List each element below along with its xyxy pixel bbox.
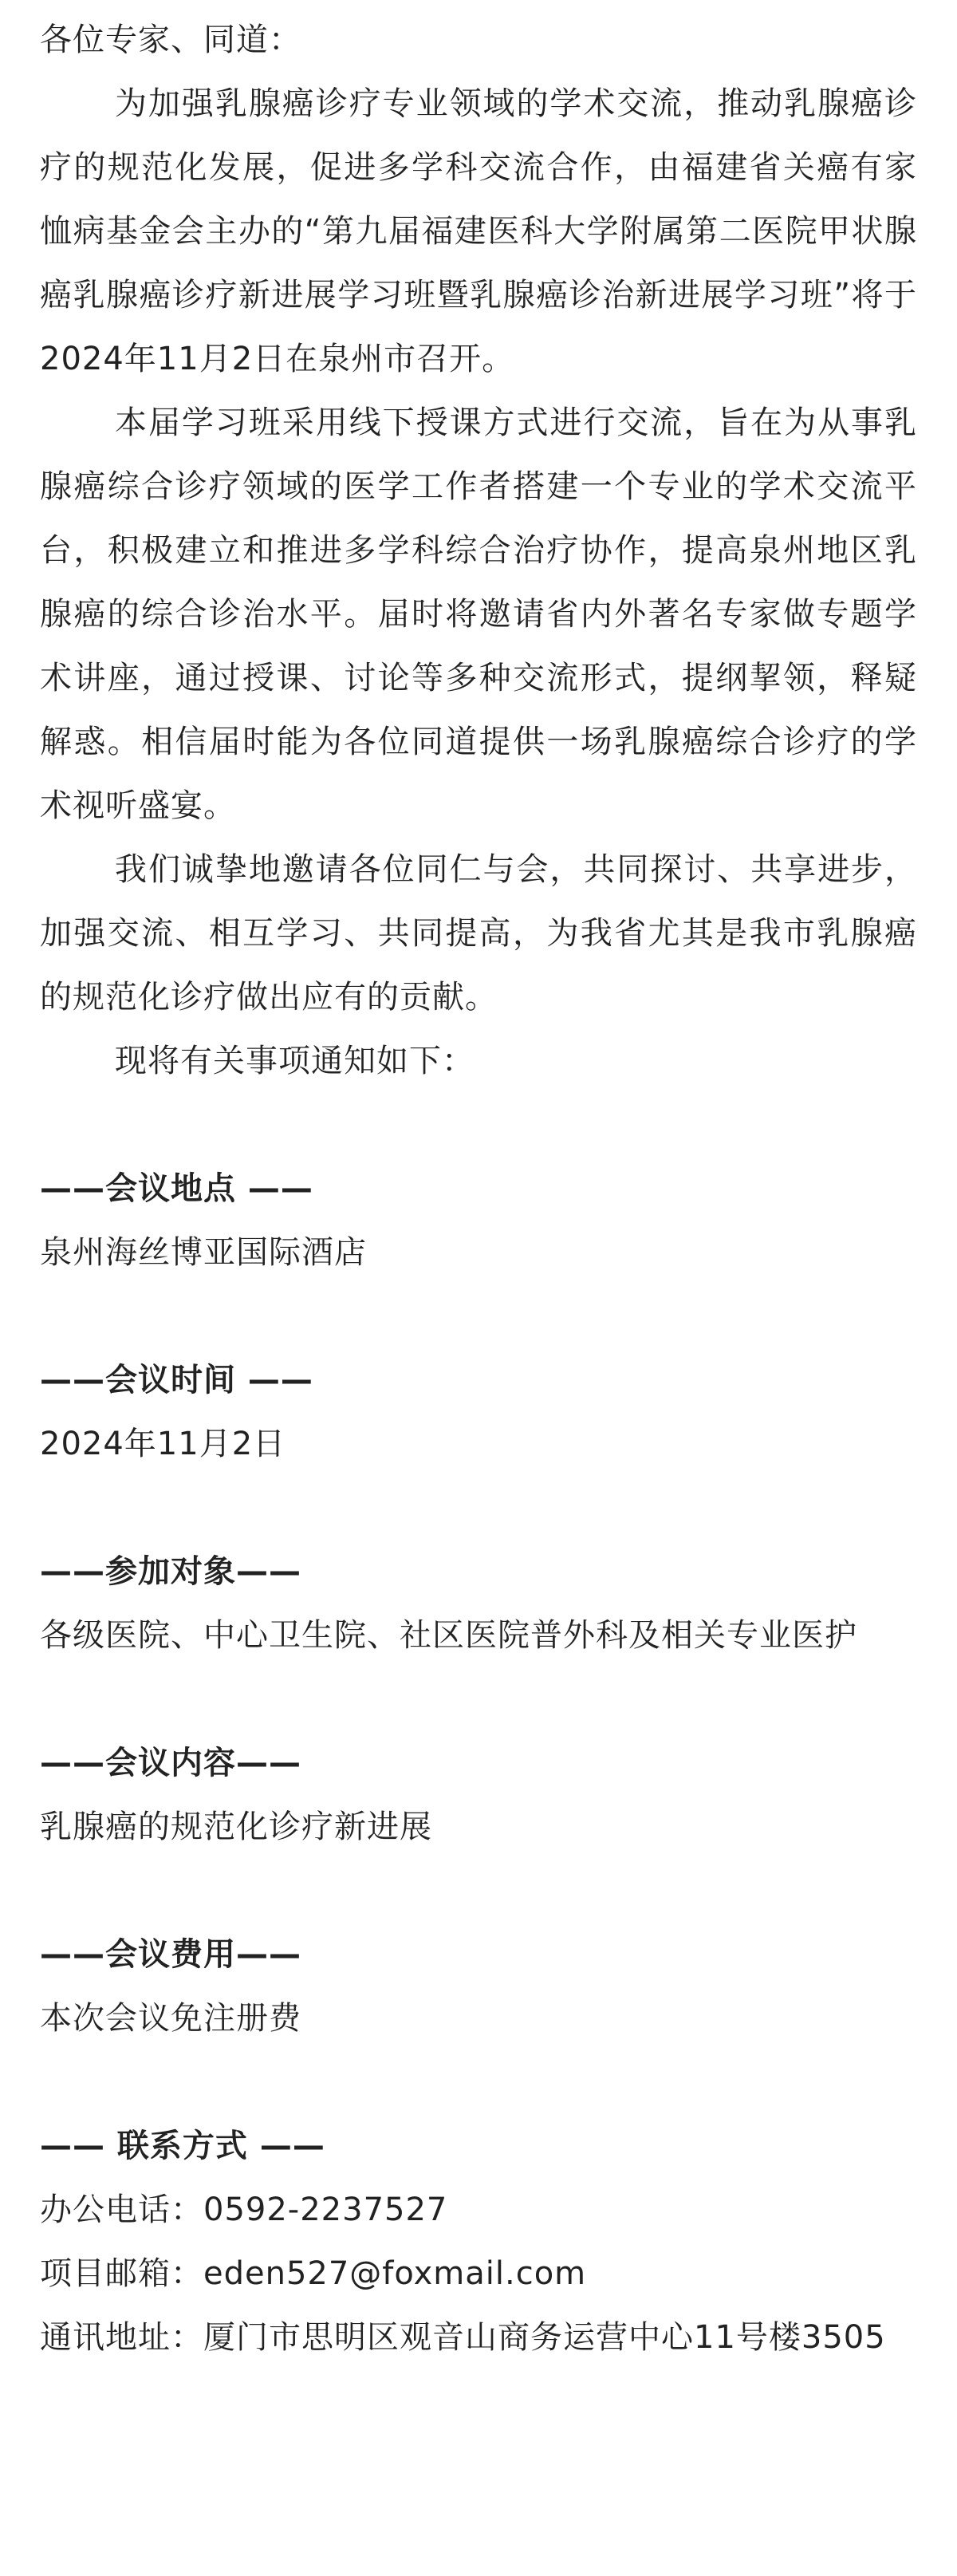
content-value: 乳腺癌的规范化诊疗新进展 — [40, 1809, 432, 1845]
location-heading: ——会议地点 —— — [40, 1170, 313, 1207]
greeting: 各位专家、同道： — [40, 22, 301, 58]
contact-phone: 办公电话：0592-2237527 — [40, 2191, 448, 2228]
purpose-paragraph: 本届学习班采用线下授课方式进行交流，旨在为从事乳腺癌综合诊疗领域的医学工作者搭建一个专业的学术交流平台，积极建立和推进多学科综合治疗协作，提高泉州地区乳腺癌的综合诊治水平。届时将邀请省内外著名专家做专题学术讲座，通过授课、讨论等多种交流形式，提纲挈领，释疑解惑。相信届时能为各位同道提供一场乳腺癌综合诊疗的学术视听盛宴。 — [40, 404, 917, 824]
fee-heading: ——会议费用—— — [40, 1936, 301, 1973]
spacer — [40, 1093, 917, 1157]
contact-address: 通讯地址：厦门市思明区观音山商务运营中心11号楼3505 — [40, 2319, 886, 2356]
spacer — [40, 1859, 917, 1923]
section-location — [40, 1157, 917, 1284]
section-time — [40, 1348, 917, 1476]
invitation-document — [40, 8, 917, 2369]
fee-value: 本次会议免注册费 — [40, 2000, 301, 2037]
content-heading: ——会议内容—— — [40, 1745, 301, 1781]
section-contact — [40, 2114, 917, 2369]
spacer — [40, 1476, 917, 1540]
invitation-paragraph: 我们诚挚地邀请各位同仁与会，共同探讨、共享进步，加强交流、相互学习、共同提高，为我省尤其是我市乳腺癌的规范化诊疗做出应有的贡献。 — [40, 851, 917, 1016]
section-content — [40, 1731, 917, 1859]
time-heading: ——会议时间 —— — [40, 1362, 313, 1398]
intro-paragraph: 为加强乳腺癌诊疗专业领域的学术交流，推动乳腺癌诊疗的规范化发展，促进多学科交流合作，由福建省关癌有家恤病基金会主办的“第九届福建医科大学附属第二医院甲状腺癌乳腺癌诊疗新进展学习班暨乳腺癌诊治新进展学习班”将于2024年11月2日在泉州市召开。 — [40, 85, 917, 377]
notice-intro: 现将有关事项通知如下： — [115, 1043, 475, 1079]
spacer — [40, 2050, 917, 2114]
contact-email: 项目邮箱：eden527@foxmail.com — [40, 2255, 587, 2292]
spacer — [40, 1284, 917, 1348]
section-fee — [40, 1923, 917, 2050]
section-audience — [40, 1540, 917, 1667]
contact-heading: —— 联系方式 —— — [40, 2128, 325, 2164]
spacer — [40, 1667, 917, 1731]
time-value: 2024年11月2日 — [40, 1426, 286, 1462]
location-value: 泉州海丝博亚国际酒店 — [40, 1234, 367, 1271]
audience-value: 各级医院、中心卫生院、社区医院普外科及相关专业医护 — [40, 1617, 857, 1654]
audience-heading: ——参加对象—— — [40, 1553, 301, 1590]
